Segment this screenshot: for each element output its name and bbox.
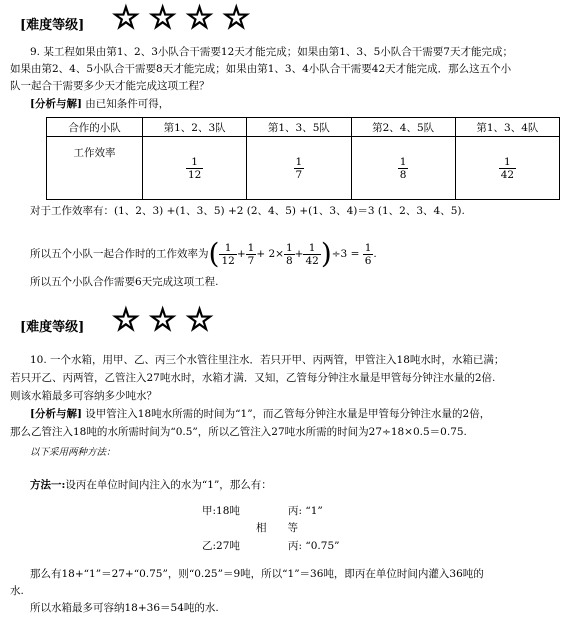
difficulty-label: [难度等级] [20,320,85,335]
table-header-label: 合作的小队 [47,118,143,137]
problem-line: 队一起合干需要多少天才能完成这项工程？ [10,80,210,92]
table-cell-fraction: $\frac{1}{12}$ [143,137,247,200]
combined-efficiency: 所以五个小队一起合作时的工作效率为( $\frac{1}{12}$ + $\frac{1}{7}$ + 2× $\frac{1}{8}$ + $\frac{1}{42}$ )÷3 = $\frac{1}{6}$ . [30,237,377,270]
problem-line: 若只开乙、丙两管，乙管注入27吨水时，水箱才满．又知，乙管每分钟注水量是甲管每分钟注水量的2倍. [10,372,496,384]
difficulty-label: [难度等级] [20,18,85,33]
pair-jia: 甲:18吨 [202,505,240,517]
difficulty-stars [112,0,251,36]
table-header-team: 第1、3、5队 [247,118,351,137]
analysis-tag: [分析与解] [30,408,82,420]
table-cell-fraction: $\frac{1}{7}$ [247,137,351,200]
problem-line: 如果由第2、4、5小队合干需要8天才能完成；如果由第1、3、4小队合干需要42天才能完成．那么这五个小 [10,63,512,75]
table-row-label: 工作效率 [47,137,143,200]
efficiency-table [46,117,560,200]
difficulty-stars [112,302,214,338]
star-icon: ☆ [185,0,214,36]
pair-equal: 相 等 [256,522,298,534]
pair-bing-1: 丙: “1” [288,505,323,517]
table-header-team: 第2、4、5队 [351,118,455,137]
table-header-team: 第1、3、4队 [455,118,559,137]
analysis-line: [分析与解] 设甲管注入18吨水所需的时间为“1”，而乙管每分钟注水量是甲管每分钟注水量的2倍， [30,408,491,420]
method-tag: 方法一: [30,479,66,491]
analysis-text: 由已知条件可得， [85,98,170,110]
table-header-team: 第1、2、3队 [143,118,247,137]
table-cell-fraction: $\frac{1}{8}$ [351,137,455,200]
analysis-line: 那么乙管注入18吨的水所需时间为“0.5”，所以乙管注入27吨水所需的时间为27÷18×0.5＝0.75. [10,426,467,438]
method-one: 方法一:设丙在单位时间内注入的水为“1”，那么有： [30,479,272,491]
pair-bing-2: 丙: “0.75” [288,540,340,552]
calc-line: 水. [10,585,24,597]
star-icon: ☆ [185,302,214,338]
problem-line: 9. 某工程如果由第1、2、3小队合干需要12天才能完成；如果由第1、3、5小队合干需要7天才能完成； [30,46,513,58]
analysis-heading [30,97,169,111]
calc-line: 那么有18+“1”＝27+“0.75”，则“0.25”＝9吨，所以“1”＝36吨，即丙在单位时间内灌入36吨的 [30,568,484,580]
conclusion: 所以五个小队合作需要6天完成这项工程. [30,276,219,288]
pair-yi: 乙:27吨 [202,540,240,552]
final-answer: 所以水箱最多可容纳18+36＝54吨的水. [30,602,219,614]
problem-line: 10. 一个水箱，用甲、乙、丙三个水管往里注水．若只开甲、丙两管，甲管注入18吨水时，水箱已满； [30,354,505,366]
problem-line: 则该水箱最多可容纳多少吨水？ [10,390,157,402]
star-icon: ☆ [112,302,140,338]
star-icon: ☆ [112,0,140,36]
methods-intro: 以下采用两种方法： [30,447,116,458]
analysis-tag: [分析与解] [30,98,82,110]
star-icon: ☆ [148,0,177,36]
star-icon: ☆ [222,0,251,36]
star-icon: ☆ [148,302,177,338]
table-cell-fraction: $\frac{1}{42}$ [455,137,559,200]
efficiency-equation: 对于工作效率有：(1、2、3) +(1、3、5) +2 (2、4、5) +(1、3、4)＝3 (1、2、3、4、5). [30,205,465,217]
